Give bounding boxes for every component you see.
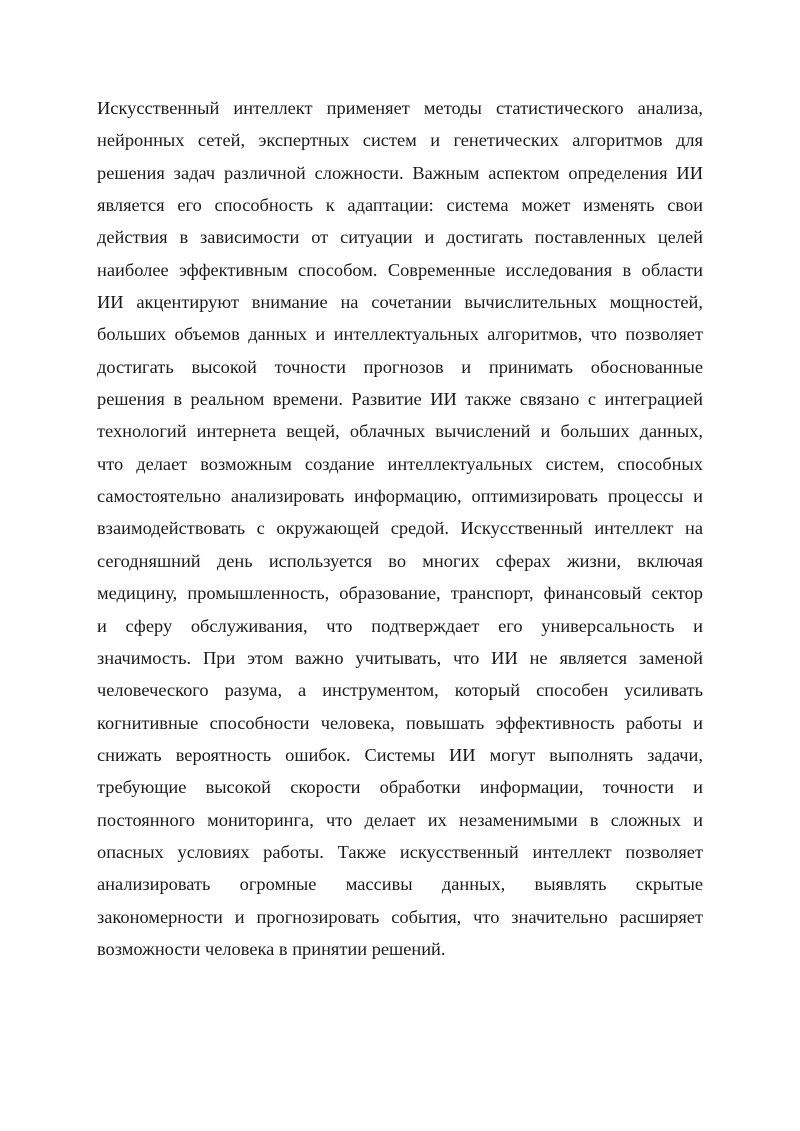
paragraph-line: больших объемов данных и интеллектуальных алгоритмов, что позволяет	[97, 324, 703, 345]
paragraph-line: человеческого разума, а инструментом, который способен усиливать	[97, 680, 703, 701]
paragraph-line: что делает возможным создание интеллектуальных систем, способных	[97, 453, 703, 474]
paragraph-line: требующие высокой скорости обработки информации, точности и	[97, 777, 703, 798]
paragraph-line: возможности человека в принятии решений.	[97, 938, 446, 959]
paragraph-line: сегодняшний день используется во многих сферах жизни, включая	[97, 550, 703, 571]
paragraph-line: технологий интернета вещей, облачных вычислений и больших данных,	[97, 421, 703, 442]
paragraph-line: решения в реальном времени. Развитие ИИ также связано с интеграцией	[97, 389, 703, 410]
body-paragraph	[97, 92, 703, 965]
paragraph-line: медицину, промышленность, образование, транспорт, финансовый сектор	[97, 583, 703, 604]
paragraph-line: постоянного мониторинга, что делает их незаменимыми в сложных и	[97, 809, 703, 830]
paragraph-line: и сферу обслуживания, что подтверждает его универсальность и	[97, 615, 703, 636]
paragraph-line: решения задач различной сложности. Важным аспектом определения ИИ	[97, 162, 703, 183]
paragraph-line: опасных условиях работы. Также искусственный интеллект позволяет	[97, 841, 703, 862]
paragraph-line: анализировать огромные массивы данных, выявлять скрытые	[97, 874, 703, 895]
paragraph-line: Искусственный интеллект применяет методы статистического анализа,	[97, 98, 703, 118]
paragraph-line: наиболее эффективным способом. Современные исследования в области	[97, 259, 703, 280]
paragraph-line: нейронных сетей, экспертных систем и генетических алгоритмов для	[97, 130, 703, 151]
paragraph-line: действия в зависимости от ситуации и достигать поставленных целей	[97, 227, 703, 248]
paragraph-line: снижать вероятность ошибок. Системы ИИ могут выполнять задачи,	[97, 744, 703, 765]
paragraph-line: когнитивные способности человека, повышать эффективность работы и	[97, 712, 703, 733]
paragraph-line: самостоятельно анализировать информацию, оптимизировать процессы и	[97, 486, 703, 507]
paragraph-line: значимость. При этом важно учитывать, что ИИ не является заменой	[97, 647, 703, 668]
paragraph-line: взаимодействовать с окружающей средой. Искусственный интеллект на	[97, 518, 703, 539]
paragraph-line: достигать высокой точности прогнозов и принимать обоснованные	[97, 356, 703, 377]
paragraph-line: закономерности и прогнозировать события, что значительно расширяет	[97, 906, 703, 927]
paragraph-line: ИИ акцентируют внимание на сочетании вычислительных мощностей,	[97, 292, 703, 313]
paragraph-line: является его способность к адаптации: система может изменять свои	[97, 195, 703, 216]
